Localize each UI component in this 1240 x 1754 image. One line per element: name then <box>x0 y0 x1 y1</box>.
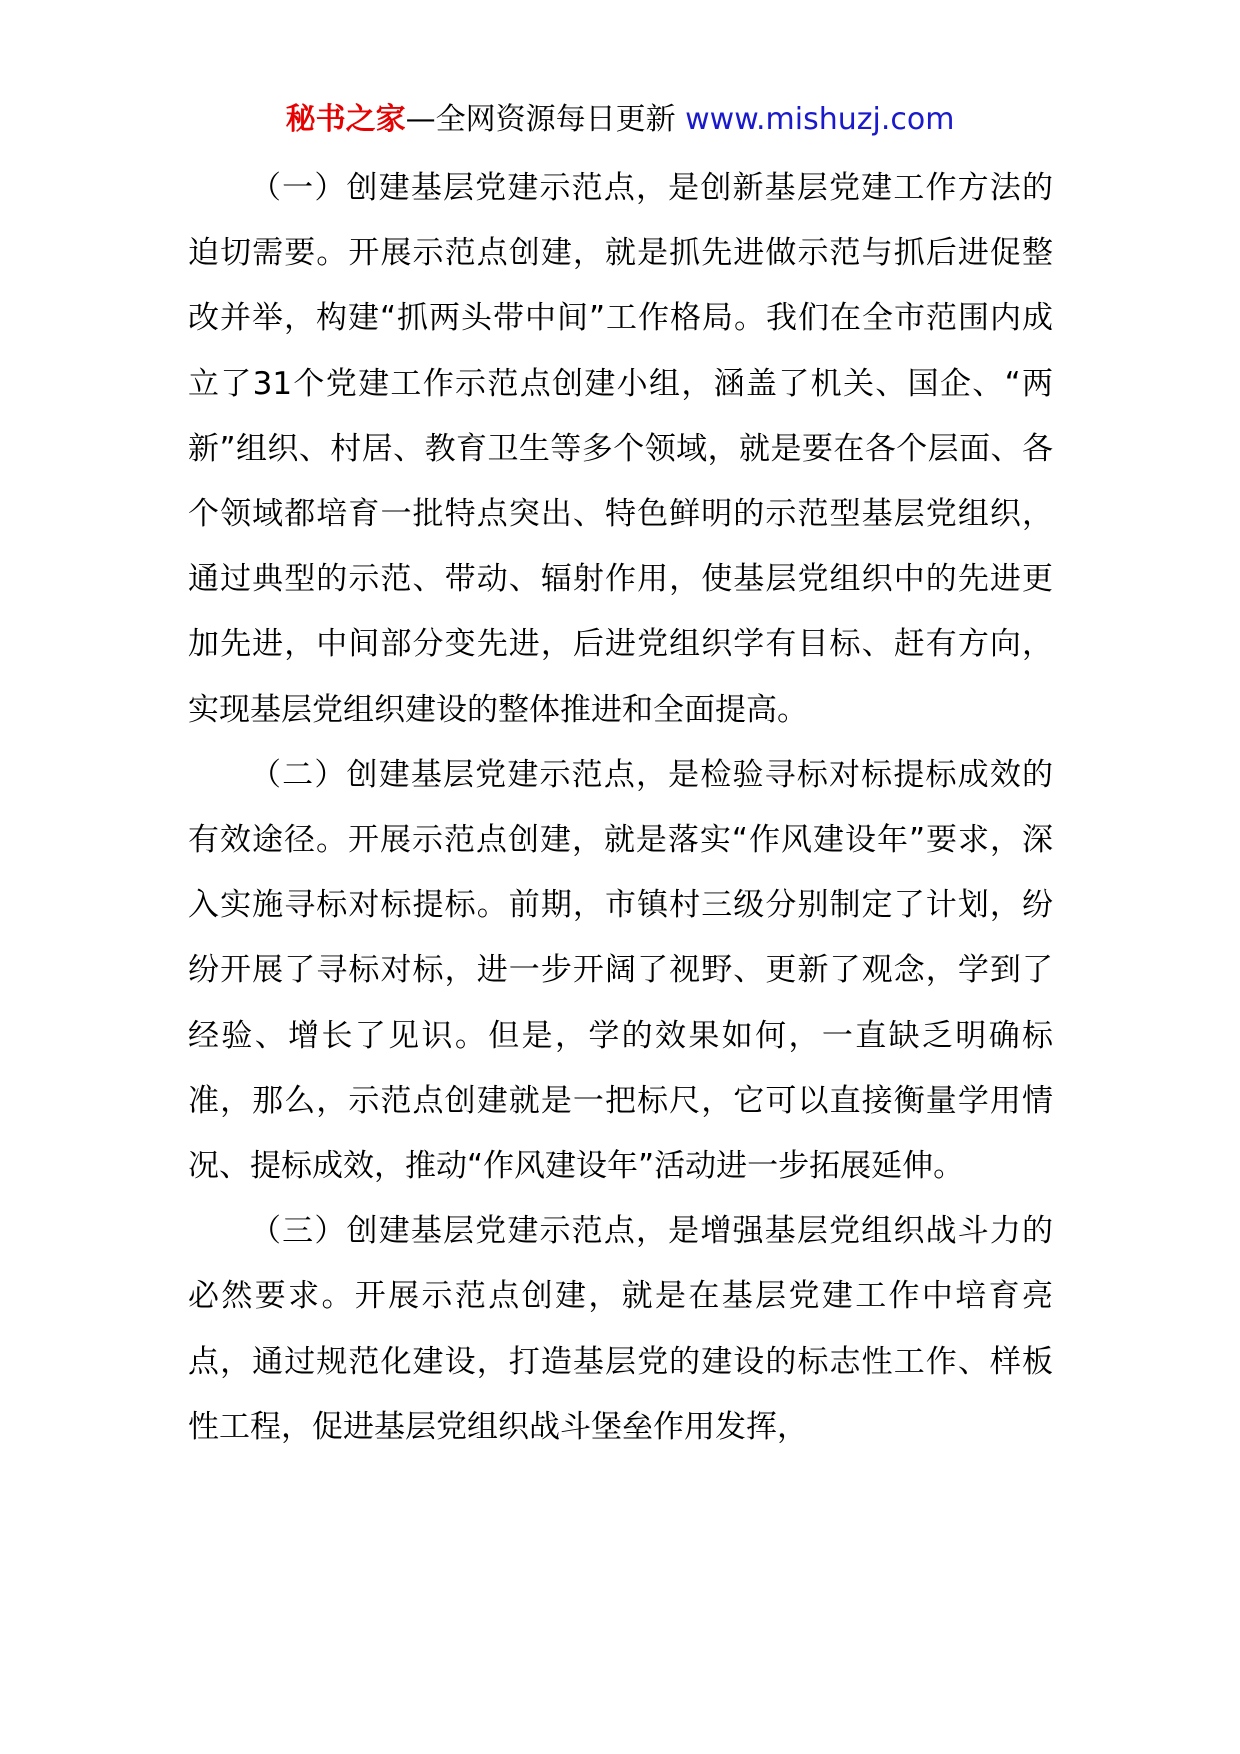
document-body <box>188 156 1053 1460</box>
header-brand: 秘书之家 <box>285 102 406 137</box>
page-header <box>0 100 1240 140</box>
paragraph-3: （三）创建基层党建示范点，是增强基层党组织战斗力的必然要求。开展示范点创建，就是在基层党建工作中培育亮点，通过规范化建设，打造基层党的建设的标志性工作、样板性工程，促进基层党组织战斗堡垒作用发挥， <box>188 1213 1053 1445</box>
paragraph-2: （二）创建基层党建示范点，是检验寻标对标提标成效的有效途径。开展示范点创建，就是落实“作风建设年”要求，深入实施寻标对标提标。前期，市镇村三级分别制定了计划，纷纷开展了寻标对标，进一步开阔了视野、更新了观念，学到了经验、增长了见识。但是，学的效果如何，一直缺乏明确标准，那么，示范点创建就是一把标尺，它可以直接衡量学用情况、提标成效，推动“作风建设年”活动进一步拓展延伸。 <box>188 756 1053 1185</box>
header-url-link[interactable]: www.mishuzj.com <box>685 102 955 137</box>
paragraph-1: （一）创建基层党建示范点，是创新基层党建工作方法的迫切需要。开展示范点创建，就是抓先进做示范与抓后进促整改并举，构建“抓两头带中间”工作格局。我们在全市范围内成立了31个党建工作示范点创建小组，涵盖了机关、国企、“两新”组织、村居、教育卫生等多个领域，就是要在各个层面、各个领域都培育一批特点突出、特色鲜明的示范型基层党组织，通过典型的示范、带动、辐射作用，使基层党组织中的先进更加先进，中间部分变先进，后进党组织学有目标、赶有方向，实现基层党组织建设的整体推进和全面提高。 <box>188 170 1053 728</box>
header-tagline: —全网资源每日更新 <box>405 102 676 137</box>
